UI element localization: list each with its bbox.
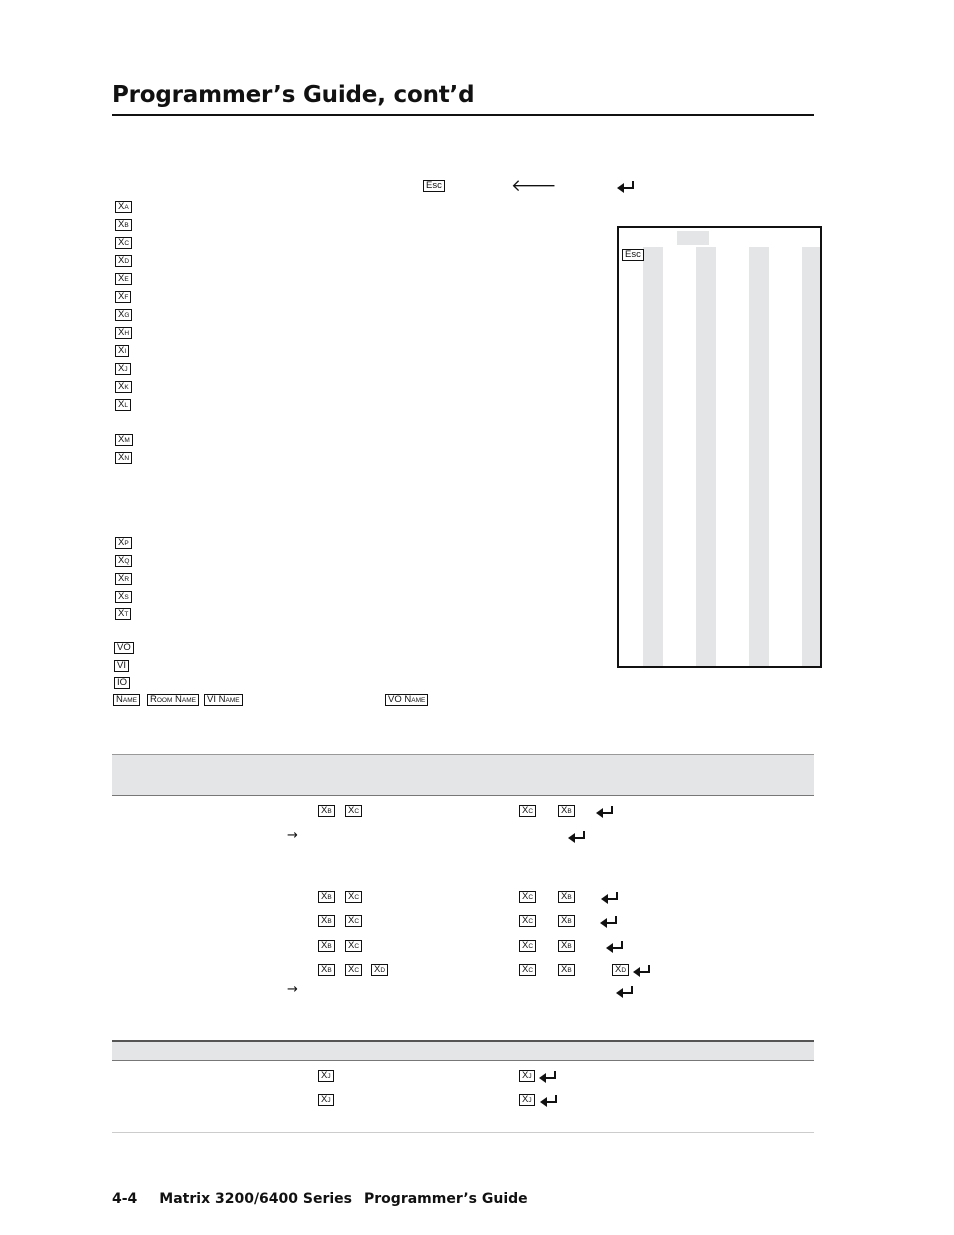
response-variable	[558, 805, 575, 817]
variable-x: X	[118, 363, 125, 374]
response-variable	[519, 940, 536, 952]
variable-x: X	[118, 608, 125, 619]
variable-letter: C	[528, 943, 534, 950]
response-variable	[558, 964, 575, 976]
variable-x: X	[118, 219, 125, 230]
variable-x: X	[522, 1094, 529, 1105]
variable-letter: B	[327, 943, 332, 950]
esc-symbol-text: Esc	[426, 180, 442, 191]
command-variable	[318, 1094, 334, 1106]
variable-xe-symbol	[115, 273, 132, 285]
vi-symbol-text: VI	[117, 660, 126, 671]
variable-letter: J	[124, 366, 128, 373]
variable-x: X	[118, 273, 125, 284]
variable-x: X	[118, 537, 125, 548]
variable-letter: K	[124, 384, 129, 391]
page-title: Programmer’s Guide, cont’d	[112, 82, 475, 108]
command-variable	[371, 964, 388, 976]
table-header-rule	[112, 795, 814, 796]
variable-xh-symbol	[115, 327, 132, 339]
room-name-symbol	[147, 694, 199, 706]
variable-xm-symbol	[115, 434, 133, 446]
variable-letter: C	[354, 943, 360, 950]
variable-x: X	[522, 915, 529, 926]
variable-x: X	[561, 805, 568, 816]
enter-key-icon	[601, 891, 619, 904]
response-variable	[519, 964, 536, 976]
ascii-table-panel	[617, 226, 822, 668]
variable-x: X	[118, 555, 125, 566]
variable-letter: I	[124, 348, 127, 355]
variable-x: X	[348, 940, 355, 951]
command-variable	[318, 805, 335, 817]
variable-x: X	[321, 940, 328, 951]
variable-letter: A	[124, 204, 129, 211]
panel-esc-symbol	[622, 249, 644, 261]
variable-x: X	[561, 940, 568, 951]
variable-xf-symbol	[115, 291, 131, 303]
table2-header	[112, 1042, 814, 1060]
response-variable	[558, 891, 575, 903]
variable-xl-symbol	[115, 399, 131, 411]
response-variable	[519, 1070, 535, 1082]
response-variable	[519, 805, 536, 817]
variable-letter: C	[528, 894, 534, 901]
variable-letter: B	[327, 808, 332, 815]
variable-letter: C	[528, 808, 534, 815]
response-variable	[558, 940, 575, 952]
panel-header-cell	[677, 231, 709, 245]
variable-x: X	[321, 1094, 328, 1105]
variable-letter: C	[354, 967, 360, 974]
variable-x: X	[118, 201, 125, 212]
variable-xp-symbol	[115, 537, 132, 549]
variable-xt-symbol	[115, 608, 131, 620]
variable-x: X	[118, 309, 125, 320]
variable-x: X	[118, 399, 125, 410]
variable-xi-symbol	[115, 345, 129, 357]
variable-xr-symbol	[115, 573, 132, 585]
command-variable	[345, 940, 362, 952]
variable-x: X	[561, 915, 568, 926]
page-footer	[112, 1191, 528, 1207]
variable-letter: E	[124, 276, 129, 283]
variable-x: X	[321, 805, 328, 816]
esc-symbol	[423, 180, 445, 192]
variable-x: X	[561, 964, 568, 975]
variable-x: X	[118, 345, 125, 356]
variable-letter: B	[327, 918, 332, 925]
variable-letter: C	[528, 967, 534, 974]
variable-letter: B	[567, 943, 572, 950]
variable-xq-symbol	[115, 555, 132, 567]
vo-name-symbol	[385, 694, 428, 706]
variable-letter: C	[354, 918, 360, 925]
variable-letter: T	[124, 611, 129, 618]
io-symbol-text: IO	[117, 677, 128, 688]
variable-x: X	[561, 891, 568, 902]
variable-letter: C	[354, 894, 360, 901]
variable-x: X	[522, 805, 529, 816]
variable-x: X	[348, 964, 355, 975]
variable-letter: B	[124, 222, 129, 229]
response-variable	[519, 891, 536, 903]
command-variable	[318, 964, 335, 976]
variable-letter: B	[327, 967, 332, 974]
command-variable	[345, 915, 362, 927]
variable-xn-symbol	[115, 452, 132, 464]
vo-name-sub: AME	[411, 697, 426, 704]
name-sub: AME	[122, 697, 137, 704]
table-header	[112, 754, 814, 796]
command-variable	[345, 891, 362, 903]
vo-symbol-text: VO	[117, 642, 131, 653]
panel-column-3	[749, 247, 769, 666]
variable-letter: B	[567, 894, 572, 901]
table2-bottom-rule	[112, 1132, 814, 1133]
variable-letter: R	[124, 576, 130, 583]
vo-symbol	[114, 642, 134, 654]
variable-letter: S	[124, 594, 129, 601]
room-sub2: AME	[181, 697, 197, 704]
variable-xa-symbol	[115, 201, 132, 213]
variable-letter: B	[567, 967, 572, 974]
variable-x: X	[522, 964, 529, 975]
variable-letter: N	[124, 455, 130, 462]
enter-key-icon	[596, 805, 614, 818]
response-variable	[558, 915, 575, 927]
variable-letter: C	[124, 240, 130, 247]
variable-letter: D	[380, 967, 386, 974]
variable-x: X	[348, 805, 355, 816]
variable-letter: J	[528, 1097, 532, 1104]
variable-x: X	[118, 237, 125, 248]
panel-column-2	[696, 247, 716, 666]
enter-key-icon	[540, 1094, 558, 1107]
variable-x: X	[321, 1070, 328, 1081]
page-number: 4-4	[112, 1191, 138, 1207]
variable-letter: B	[567, 808, 572, 815]
enter-key-icon	[539, 1070, 557, 1083]
vi-name-sub: AME	[225, 697, 240, 704]
guide-name: Programmer’s Guide	[364, 1191, 528, 1207]
variable-x: X	[522, 940, 529, 951]
product-name: Matrix 3200/6400 Series	[159, 1191, 353, 1207]
variable-x: X	[321, 964, 328, 975]
room-main2: N	[175, 694, 182, 705]
left-arrow-icon: 🡐	[511, 176, 557, 196]
command-variable	[318, 891, 335, 903]
vi-symbol	[114, 660, 129, 672]
variable-xj-symbol	[115, 363, 131, 375]
enter-key-icon	[633, 964, 651, 977]
variable-x: X	[522, 891, 529, 902]
variable-letter: J	[528, 1073, 532, 1080]
variable-letter: J	[327, 1073, 331, 1080]
variable-x: X	[374, 964, 381, 975]
room-sub: OOM	[156, 697, 173, 704]
variable-letter: F	[124, 294, 129, 301]
response-variable	[519, 1094, 535, 1106]
variable-x: X	[348, 915, 355, 926]
variable-letter: Q	[124, 558, 130, 565]
variable-xg-symbol	[115, 309, 132, 321]
enter-key-icon	[600, 915, 618, 928]
variable-x: X	[348, 891, 355, 902]
variable-x: X	[118, 452, 125, 463]
vi-name-symbol	[204, 694, 243, 706]
variable-x: X	[321, 915, 328, 926]
panel-esc-text: Esc	[625, 249, 641, 260]
panel-column-4	[802, 247, 820, 666]
panel-column-1	[643, 247, 663, 666]
variable-letter: D	[124, 258, 130, 265]
room-main: R	[150, 694, 157, 705]
variable-letter: J	[327, 1097, 331, 1104]
enter-key-icon	[606, 940, 624, 953]
command-variable	[318, 1070, 334, 1082]
variable-x: X	[118, 434, 125, 445]
variable-letter: B	[567, 918, 572, 925]
variable-x: X	[118, 327, 125, 338]
variable-xk-symbol	[115, 381, 132, 393]
variable-letter: D	[621, 967, 627, 974]
response-variable	[612, 964, 629, 976]
command-variable	[345, 964, 362, 976]
vi-name-main: VI N	[207, 694, 226, 705]
variable-x: X	[118, 381, 125, 392]
variable-letter: H	[124, 330, 130, 337]
variable-x: X	[118, 291, 125, 302]
variable-letter: L	[124, 402, 128, 409]
io-symbol	[114, 677, 130, 689]
variable-x: X	[118, 255, 125, 266]
enter-key-icon	[617, 180, 635, 193]
variable-xb-symbol	[115, 219, 132, 231]
variable-letter: M	[124, 437, 130, 444]
command-variable	[345, 805, 362, 817]
enter-key-icon	[616, 985, 634, 998]
name-symbol	[113, 694, 140, 706]
title-rule	[112, 114, 814, 116]
right-arrow-icon: →	[287, 982, 298, 997]
variable-x: X	[118, 573, 125, 584]
command-variable	[318, 940, 335, 952]
table2-header-rule	[112, 1060, 814, 1061]
variable-x: X	[522, 1070, 529, 1081]
variable-xd-symbol	[115, 255, 132, 267]
variable-letter: G	[124, 312, 130, 319]
variable-letter: B	[327, 894, 332, 901]
variable-x: X	[321, 891, 328, 902]
command-variable	[318, 915, 335, 927]
variable-x: X	[615, 964, 622, 975]
variable-letter: C	[354, 808, 360, 815]
name-main: N	[116, 694, 123, 705]
response-variable	[519, 915, 536, 927]
vo-name-main: VO N	[388, 694, 412, 705]
variable-xs-symbol	[115, 591, 132, 603]
variable-xc-symbol	[115, 237, 132, 249]
variable-x: X	[118, 591, 125, 602]
variable-letter: C	[528, 918, 534, 925]
enter-key-icon	[568, 830, 586, 843]
variable-letter: P	[124, 540, 129, 547]
right-arrow-icon: →	[287, 828, 298, 843]
